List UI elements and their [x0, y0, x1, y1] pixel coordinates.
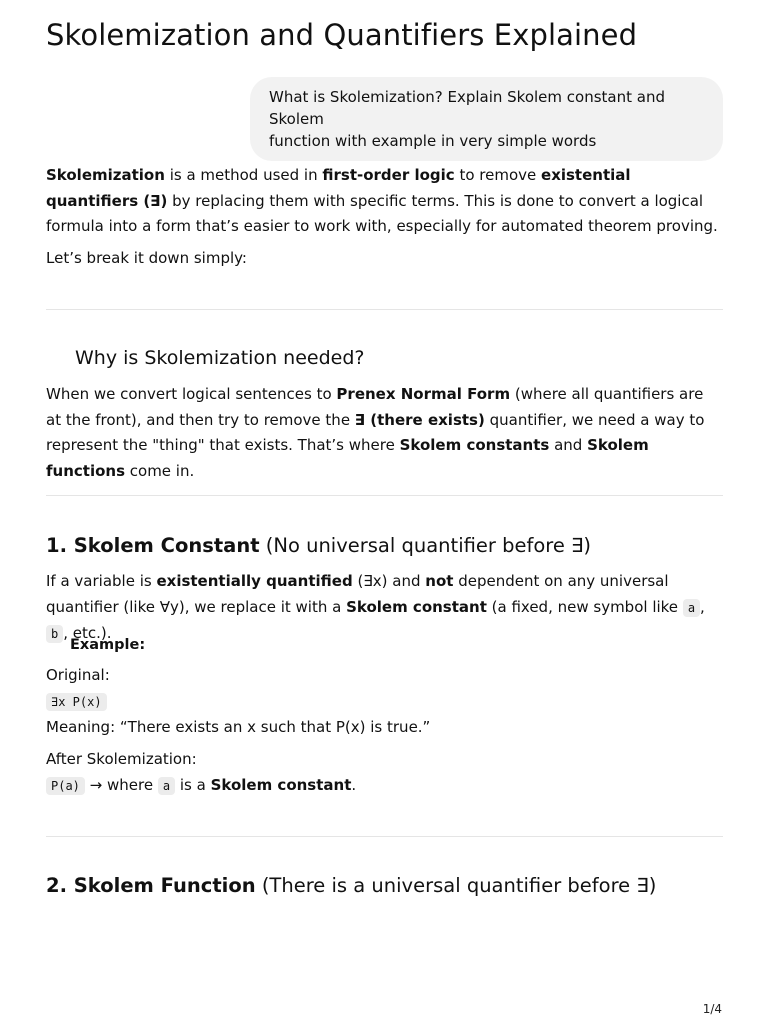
heading-bold: 2. Skolem Function [46, 874, 256, 897]
after-label: After Skolemization: [46, 750, 197, 768]
inline-code: ∃x P(x) [46, 693, 107, 711]
constant-paragraph [46, 569, 723, 648]
text-run: If a variable is [46, 572, 157, 590]
meaning-line: Meaning: “There exists an x such that P(x) is true.” [46, 718, 431, 736]
inline-code: a [158, 777, 175, 795]
heading-rest: (There is a universal quantifier before ∃) [255, 874, 657, 897]
inline-code: P(a) [46, 777, 85, 795]
bold-term: Skolemization [46, 166, 165, 184]
divider [46, 495, 723, 496]
text-run: quantifier, we need a way to represent the "thing" that exists. That’s where [46, 410, 705, 454]
text-run: by replacing them with specific terms. This is done to convert a logical formula into a form that’s easier to work with, especially for automated theorem proving. [46, 191, 718, 235]
text-run: → where [84, 776, 158, 794]
section-heading-skolem-constant [46, 534, 591, 557]
bold-term: not [425, 572, 454, 590]
section-heading-skolem-function [46, 874, 656, 897]
text-run: and [549, 436, 588, 454]
text-run: to remove [454, 166, 542, 184]
text-run: is a method used in [164, 166, 323, 184]
bold-term: Skolem constants [399, 436, 550, 454]
user-message-line: What is Skolemization? Explain Skolem constant and [269, 88, 665, 106]
bold-term: Skolem constant [346, 597, 487, 616]
original-label: Original: [46, 666, 110, 684]
text-run: . [351, 776, 357, 794]
text-run: come in. [125, 461, 195, 480]
text-run: (∃x) and [352, 572, 426, 590]
divider [46, 836, 723, 837]
user-message-line: Skolem [269, 110, 324, 128]
inline-code: b [46, 625, 63, 643]
bold-term: existential quantifiers (∃) [46, 166, 631, 210]
text-run: , etc.). [63, 624, 112, 642]
text-run: (a fixed, new symbol like [486, 597, 683, 616]
page-number: 1/4 [702, 1002, 722, 1016]
heading-rest: (No universal quantifier before ∃) [259, 534, 591, 557]
original-code-line [46, 689, 723, 716]
bold-term: ∃ (there exists) [354, 410, 485, 429]
text-run: dependent on any universal quantifier (like ∀y), we replace it with a [46, 572, 669, 616]
after-line [46, 773, 723, 800]
page-title: Skolemization and Quantifiers Explained [46, 18, 638, 52]
bold-term: first-order logic [322, 166, 455, 184]
bold-term: existentially quantified [156, 572, 353, 590]
text-run: , [700, 597, 705, 616]
bold-term: Skolem functions [46, 436, 649, 480]
heading-bold: 1. Skolem Constant [46, 534, 260, 557]
why-paragraph [46, 382, 723, 484]
text-run: (where all quantifiers are at the front), and then try to remove the [46, 385, 704, 429]
user-message-bubble [250, 77, 723, 161]
bold-term: Prenex Normal Form [336, 385, 511, 403]
section-heading-why: Why is Skolemization needed? [75, 347, 365, 369]
divider [46, 309, 723, 310]
bold-term: Skolem constant [210, 776, 352, 794]
text-run: is a [175, 776, 211, 794]
intro-paragraph [46, 163, 723, 240]
text-run: When we convert logical sentences to [46, 385, 337, 403]
inline-code: a [683, 599, 700, 617]
break-down-paragraph: Let’s break it down simply: [46, 249, 247, 267]
user-message-line: function with example in very simple words [269, 132, 597, 150]
example-label: Example: [70, 637, 146, 653]
